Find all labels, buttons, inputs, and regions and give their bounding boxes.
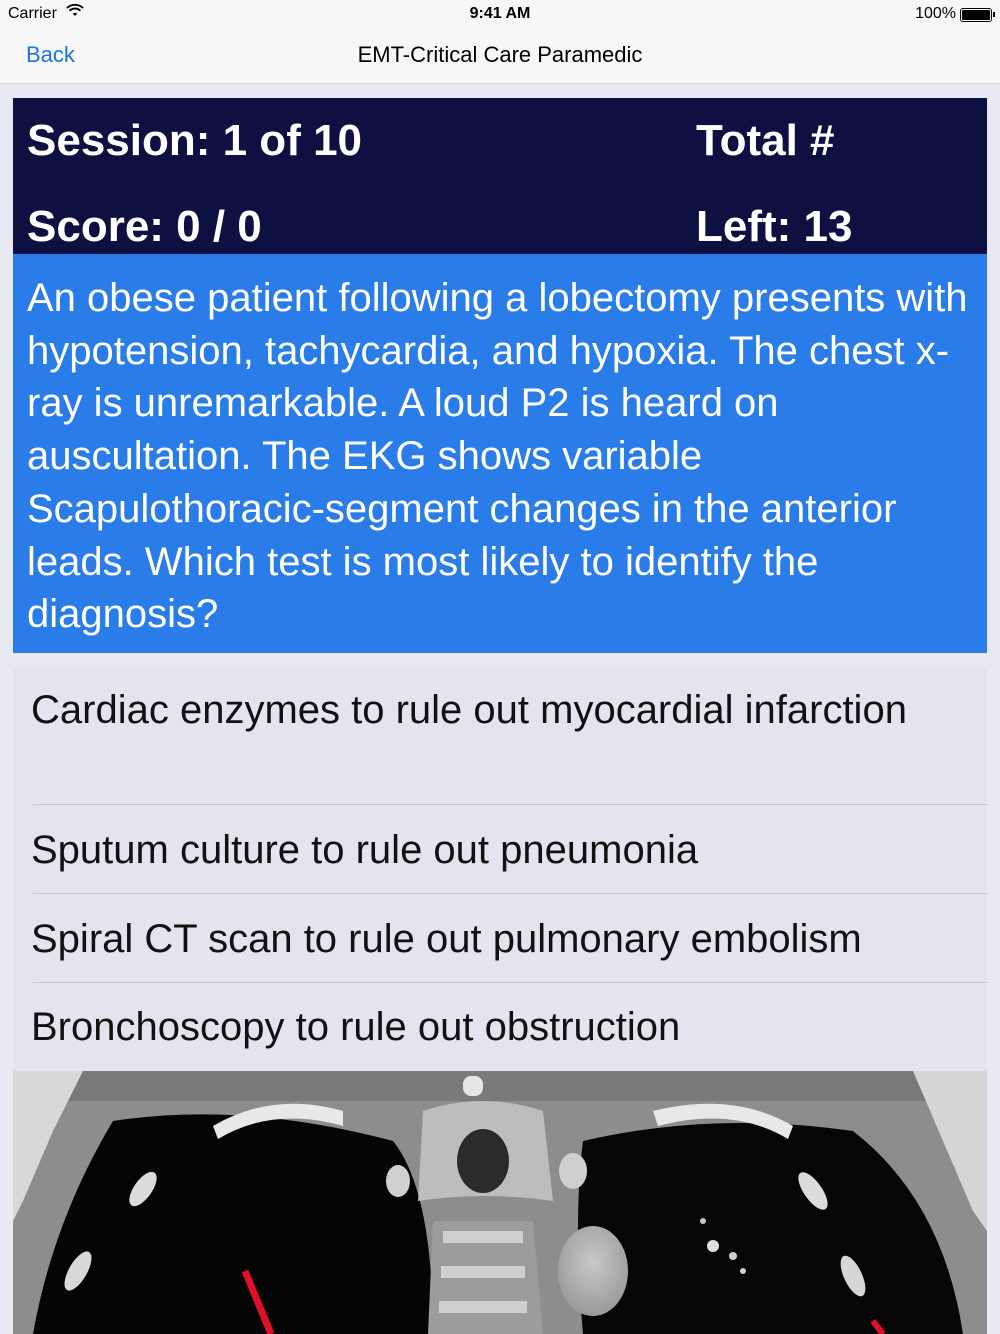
total-label: Total # <box>696 116 835 165</box>
score-counter: Score: 0 / 0 <box>27 202 262 251</box>
ct-scan-image <box>13 1071 987 1334</box>
answer-divider <box>33 982 987 983</box>
page-title: EMT-Critical Care Paramedic <box>357 42 643 67</box>
answer-option-3[interactable]: Spiral CT scan to rule out pulmonary embolism <box>31 917 862 961</box>
status-bar <box>0 0 1000 28</box>
carrier-label: Carrier <box>8 5 57 22</box>
answer-divider <box>33 804 987 805</box>
answer-list <box>13 667 987 1071</box>
remaining-counter: Left: 13 <box>696 202 853 251</box>
nav-bar <box>0 28 1000 84</box>
session-header <box>13 98 987 254</box>
answer-option-4[interactable]: Bronchoscopy to rule out obstruction <box>31 1005 681 1049</box>
back-button[interactable]: Back <box>26 42 75 67</box>
status-time: 9:41 AM <box>469 5 531 22</box>
battery-percent: 100% <box>915 5 956 22</box>
session-counter: Session: 1 of 10 <box>27 116 363 165</box>
answer-divider <box>33 893 987 894</box>
question-text: An obese patient following a lobectomy presents with hypotension, tachycardia, and hypoxia. The chest x-ray is unremarkable. A loud P2 is heard on auscultation. The EKG shows variable Scapulothoracic-segment changes in the anterior leads. Which test is most likely to identify the diagnosis? <box>13 254 987 653</box>
answer-option-1[interactable]: Cardiac enzymes to rule out myocardial infarction <box>31 688 907 732</box>
battery-icon <box>960 8 992 22</box>
answer-option-2[interactable]: Sputum culture to rule out pneumonia <box>31 828 699 872</box>
